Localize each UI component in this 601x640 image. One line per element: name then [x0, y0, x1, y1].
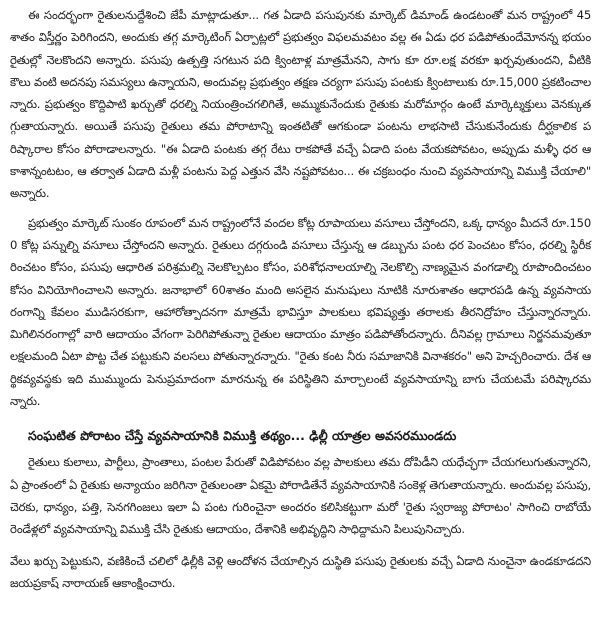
article-paragraph-1: ఈ సందర్భంగా రైతులనుద్దేశించి జేపీ మాట్లాడుతూ... గత ఏడాది పసుపునకు మార్కెట్ డిమాండ్ ఉండటంతో మన రాష్ట్రంలో 45శాతం విస్తీర్ణం పెరిగిందని, అందుకు తగ్గ మార్కెటింగ్ ఏర్పాట్లలో ప్రభుత్వం విఫలమవటం వల్ల ఈ ఏడు ధర పడిపోతుందేమోనన్న భయం రైతుల్లో నెలకొందని అన్నారు. పసుపు ఉత్పత్తి సగటున పది క్వింటాళ్ల మాత్రమేనని, సాగు కూ రూ.లక్ష వరకూ ఖర్చవుతుందని, వీటికి కౌలు వంటి అదనపు సమస్యలు ఉన్నాయని, అందువల్ల ప్రభుత్వం తక్షణ చర్యగా పసుపు పంటకు క్వింటాలుకు రూ.15,000 ప్రకటించాలన్నారు. ప్రభుత్వం కొద్దిపాటి ఖర్చుతో ధరల్ని నియంత్రించగలిగితే, అమ్ముకునేందుకు రైతుకు మరోమార్గం ఉంటే మార్కెట్శక్తులు వెనక్కుతగ్గుతాయన్నారు. అయితే పసుపు రైతులు తమ పోరాటాన్ని ఇంతటితో ఆగకుండా పంటను లాభసాటి చేసుకునేందుకు దీర్ఘకాలిక పరిష్కారాల కోసం పోరాడాలన్నారు. "ఈ ఏడాది పంటకు తగ్గ రేటు రాకపోతే వచ్చే ఏడాది పంట వేయకపోవటం, అప్పుడు మళ్ళీ ధర ఆకాశాన్నంటటం, ఆ తర్వాత ఏడాది మళ్లీ పంటను పెద్ద ఎత్తున వేసి నష్టపోవటం... ఈ చక్రబంధం నుంచి వ్యవసాయాన్ని విముక్తి చేయాలి" అన్నారు. [10, 8, 591, 201]
section-heading: సంఘటిత పోరాటం చేస్తే వ్యవసాయానికి విముక్తి తథ్యం... ఢిల్లీ యాత్రల అవసరముండదు [28, 428, 457, 444]
article-paragraph-2: ప్రభుత్వం మార్కెట్ సుంకం రూపంలో మన రాష్ట్రంలోనే వందల కోట్ల రూపాయలు వసూలు చేస్తోందని, ఒక్క ధాన్యం మీదనే రూ.1500 కోట్ల పన్నుల్ని వసూలు చేస్తోందని అన్నారు. రైతులు దగ్గరుండి వసూలు చేస్తున్న ఆ డబ్బును పంట ధర పెంచటం కోసం, ధరల్ని స్థిరీకరించటం కోసం, పసుపు ఆధారిత పరిశ్రమల్ని నెలకొల్పటం కోసం, పరిశోధనాలయాల్ని నెలకొల్పి నాణ్యమైన వంగడాల్ని రూపొందించటం కోసం వినియోగించాలని అన్నారు. జనాభాలో 60శాతం మంది అసలైన మనుషులు నూటికి నూరుశాతం ఆధారపడి ఉన్న వ్యవసాయరంగాన్ని కేవలం ముడిసరకుగా, ఆహారోత్పాదనగా మాత్రమే భావిస్తూ పాలకులు భవిష్యత్తు తరాలకు తీరనిద్రోహం చేస్తున్నారన్నారు. మిగిలినరంగాల్లో వారి ఆదాయం వేగంగా పెరిగిపోతున్నా రైతుల ఆదాయం మాత్రం పడిపోతోందన్నారు. దీనివల్ల గ్రామాలు నిర్జనమవుతూ లక్షలమంది ఏటా పొట్ట చేత పట్టుకుని వలసలు పోతున్నారన్నారు. "రైతు కంట నీరు సమాజానికి వినాశకరం" అని హెచ్చరించారు. దేశ ఆర్థికవ్యవస్థకు ఇది ముమ్ముందు పెనుప్రమాదంగా మారనున్న ఈ పరిస్థితిని మార్చాలంటే వ్యవసాయాన్ని బాగు చేయటమే పరిష్కారమన్నారు. [10, 215, 591, 409]
article-paragraph-4: వేలు ఖర్చు పెట్టుకుని, వణికించే చలిలో ఢిల్లీకి వెళ్లి ఆందోళన చేయాల్సిన దుస్థితి పసుపు రైతులకు వచ్చే ఏడాది నుంచైనా ఉండకూడదని జయప్రకాష్ నారాయణ్ ఆకాంక్షించారు. [10, 553, 591, 590]
article-paragraph-3: రైతులు కులాలు, పార్టీలు, ప్రాంతాలు, పంటల పేరుతో విడిపోవటం వల్ల పాలకులు తమ దోపిడీని యధేచ్ఛగా చేయగలుగుతున్నారని, ఏ ప్రాంతంలో ఏ రైతుకు అన్యాయం జరిగినా రైతులంతా ఏకమై పోరాడితేనే వ్యవసాయానికి సంకెళ్ల తెగుతాయన్నారు. అందువల్ల పసుపు, చెరకు, ధాన్యం, పత్తి, సెనగగింజలు ఇలా ఏ పంట గురించైనా అందరం కలిసికట్టుగా మరో 'రైతు స్వరాజ్య పోరాటం' సాగించి రాబోయే రెండేళ్లలో వ్యవసాయాన్ని విముక్తి చేసి రైతుకు ఆదాయం, దేశానికి అభివృద్ధిని సాధిద్దామని పిలుపునిచ్చారు. [10, 455, 591, 537]
